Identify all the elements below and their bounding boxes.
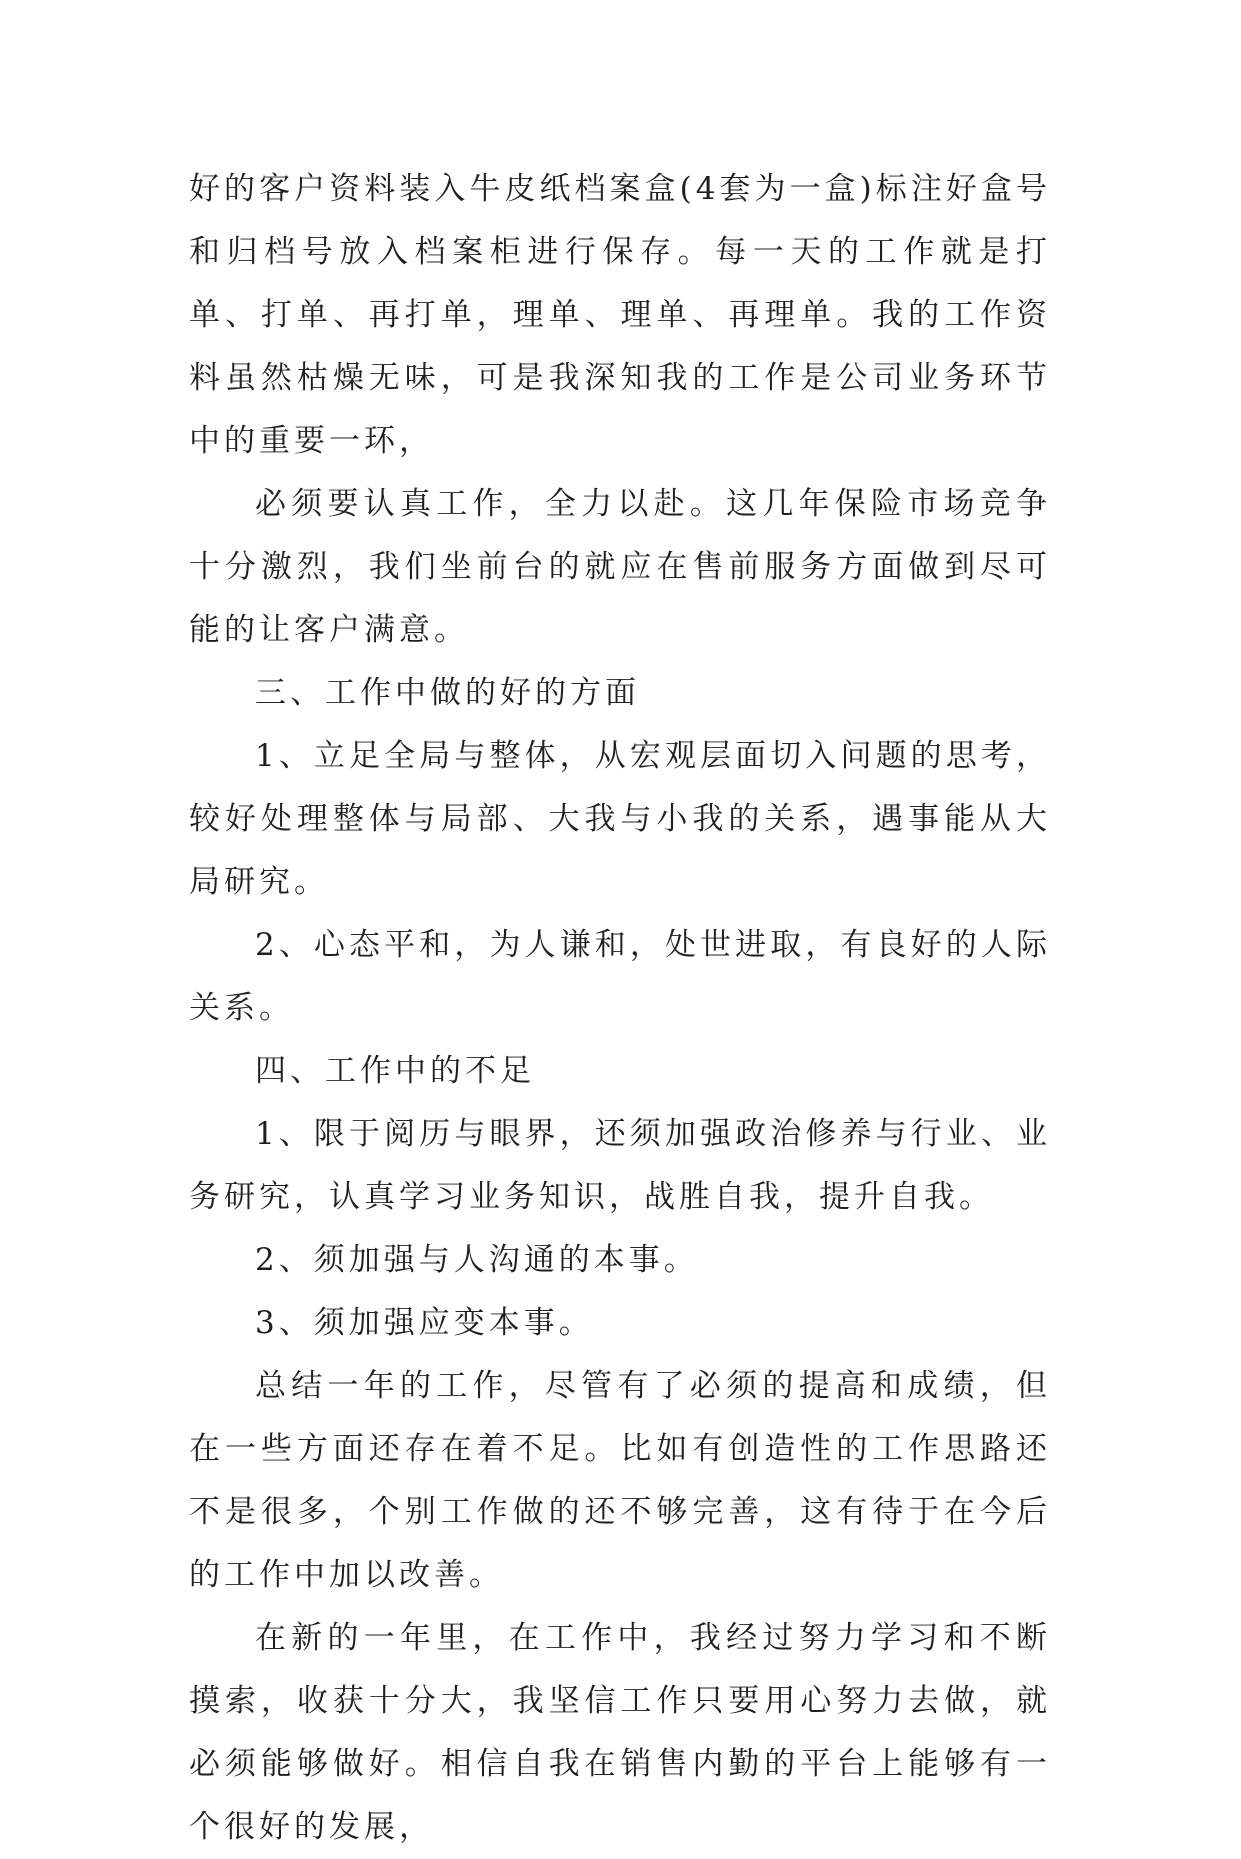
paragraph-continuation: 好的客户资料装入牛皮纸档案盒(4套为一盒)标注好盒号和归档号放入档案柜进行保存。每一天的工作就是打单、打单、再打单，理单、理单、再理单。我的工作资料虽然枯燥无味，可是我深知我的工作是公司业务环节中的重要一环，	[189, 171, 1051, 459]
list-item: 1、立足全局与整体，从宏观层面切入问题的思考，较好处理整体与局部、大我与小我的关系，遇事能从大局研究。	[189, 738, 1051, 900]
paragraph: 在新的一年里，在工作中，我经过努力学习和不断摸索，收获十分大，我坚信工作只要用心努力去做，就必须能够做好。相信自我在销售内勤的平台上能够有一个很好的发展，	[189, 1620, 1051, 1845]
paragraph: 必须要认真工作，全力以赴。这几年保险市场竞争十分激烈，我们坐前台的就应在售前服务方面做到尽可能的让客户满意。	[189, 486, 1051, 648]
list-item: 2、心态平和，为人谦和，处世进取，有良好的人际关系。	[189, 927, 1051, 1026]
list-item: 3、须加强应变本事。	[255, 1305, 594, 1341]
section-heading: 四、工作中的不足	[255, 1053, 535, 1089]
list-item: 1、限于阅历与眼界，还须加强政治修养与行业、业务研究，认真学习业务知识，战胜自我，提升自我。	[189, 1116, 1051, 1215]
document-body	[189, 158, 1051, 1859]
list-item: 2、须加强与人沟通的本事。	[255, 1242, 699, 1278]
section-heading: 三、工作中做的好的方面	[255, 675, 640, 711]
paragraph: 总结一年的工作，尽管有了必须的提高和成绩，但在一些方面还存在着不足。比如有创造性的工作思路还不是很多，个别工作做的还不够完善，这有待于在今后的工作中加以改善。	[189, 1368, 1051, 1593]
